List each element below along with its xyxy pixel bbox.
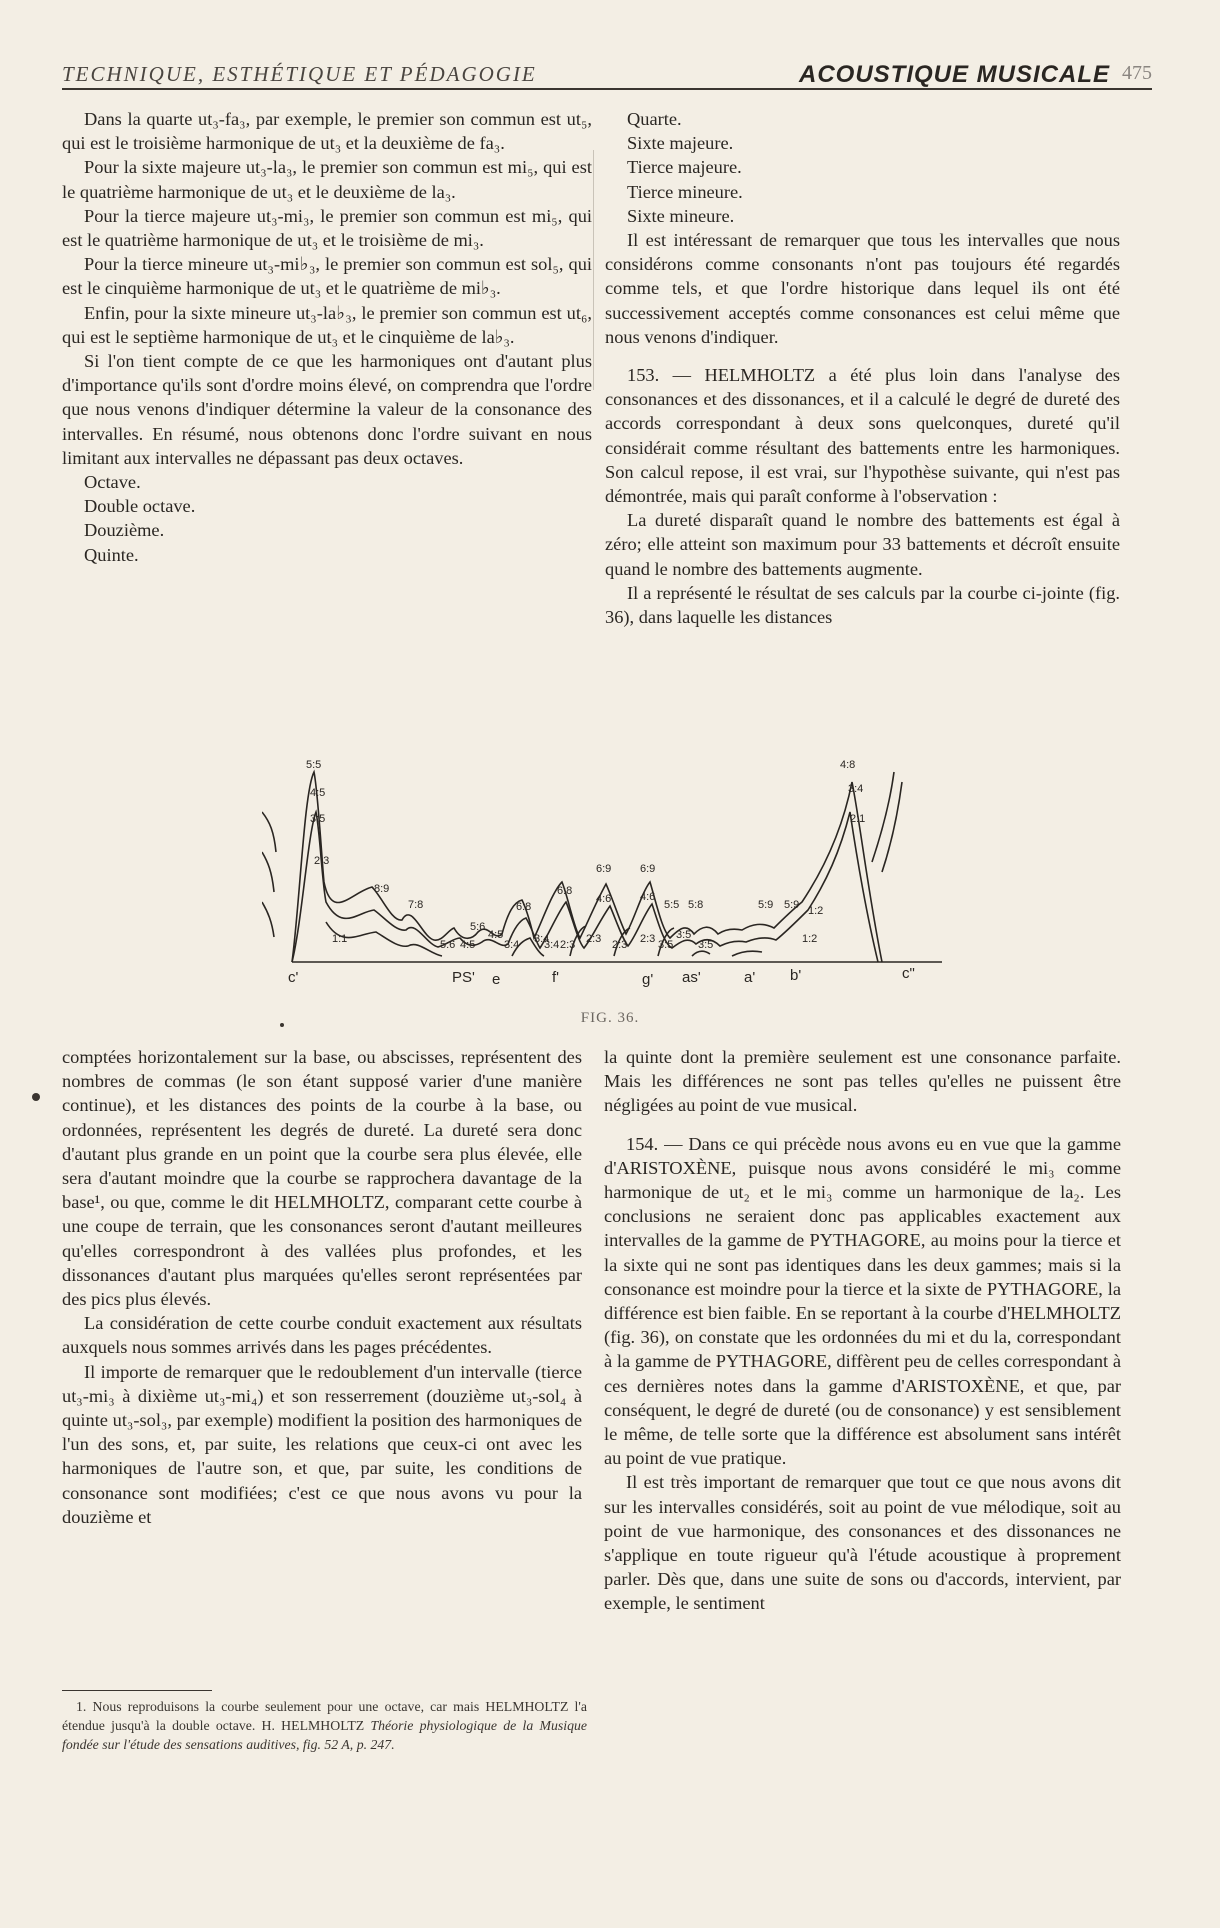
interval-item: Quinte. [84,544,139,565]
column-top-right [605,107,1120,629]
mid-label: 3:4 [544,939,560,951]
right-mark-2 [882,782,902,872]
section-154: 154. — Dans ce qui précède nous avons eu en vue que la gamme d'ARISTOXÈNE, puisque nous avons considéré le mi₃ comme harmonique de ut₂ et le mi₃ comme un harmonique de la₂. Les conclusions ne seraient donc pas applicables exactement aux intervalles de la gamme de PYTHAGORE, au moins pour la tierce et la sixte qui ne sont pas identiques dans les deux gammes; mais si la consonance est moindre pour la tierce et la sixte de PYTHAGORE, la différence est bien faible. En se reportant à la courbe d'HELMHOLTZ (fig. 36), on constate que les ordonnées du mi et du la, correspondant à la gamme de PYTHAGORE, diffèrent peu de celles correspondant à ces dernières notes dans la gamme d'ARISTOXÈNE, et que, par conséquent, le degré de dureté (ou de consonance) y est sensiblement le même, de telle sorte que la différence est absolument sans intérêt au point de vue pratique. [604,1133,1121,1469]
ratio-label: 2:3 [314,855,330,867]
ratio-label: 5:8 [688,899,704,911]
left-mark-2 [262,852,274,892]
base-label: g' [642,971,654,988]
ratio-label: 4:6 [596,893,612,905]
base-label: c" [902,965,915,982]
ratio-label: 1:2 [808,905,824,917]
ratio-label: 5:9 [784,899,800,911]
interval-item: Douzième. [84,520,165,541]
ratio-label: 3:5 [310,813,326,825]
footnote-text [62,1697,587,1754]
ratio-label: 4:5 [488,929,504,941]
right-mark-1 [872,772,894,862]
base-label: PS' [452,969,475,986]
mid-label: 1:1 [332,933,348,945]
ratio-label: 6:9 [640,863,656,875]
mid-label: 4:5 [460,939,476,951]
ratio-label: 6:8 [557,885,573,897]
column-top-left [62,107,592,567]
running-header [62,58,1152,90]
paragraph: comptées horizontalement sur la base, ou abscisses, représentent des nombres de commas (le son étant supposé varier d'une manière continue), et les distances des points de la courbe à la base, ou ordonnées, représentent les degrés de dureté. La dureté sera donc d'autant plus grande en un point que la courbe sera plus élevée, elle sera d'autant moindre que la courbe se rapprochera davantage de la base¹, ou que, comme le dit HELMHOLTZ, comparant cette courbe à une coupe de terrain, que les consonances seront d'autant meilleures qu'elles correspondront à des vallées plus profondes, et les dissonances d'autant plus marquées qu'elles seront représentées par des pics plus élevés. [62,1047,582,1310]
base-label: f' [552,969,560,986]
column-divider [593,150,594,390]
interval-item: Quarte. [627,109,682,129]
interval-item: Sixte majeure. [627,133,734,154]
ratio-label: 5:6 [470,921,486,933]
paragraph: Il est intéressant de remarquer que tous les intervalles que nous considérons comme consonants n'ont pas toujours été regardés comme tels, et que l'ordre historique dans lequel ils ont été successivement acceptés comme consonances est celui même que nous venons d'indiquer. [605,230,1120,347]
print-speck [32,1093,40,1101]
figure-36-curve [262,752,962,1022]
column-bottom-right [604,1045,1121,1616]
ratio-label: 3:4 [534,933,550,945]
base-label: e [492,971,501,988]
paragraph: Dans la quarte ut₃-fa₃, par exemple, le premier son commun est ut₅, qui est le troisième harmonique de ut₃ et la deuxième de fa₃. [62,109,592,154]
header-right-title: ACOUSTIQUE MUSICALE [798,61,1110,88]
ratio-label: 5:5 [306,759,322,771]
interval-item: Sixte mineure. [627,205,735,226]
ratio-label: 5:5 [664,899,680,911]
paragraph: Pour la tierce mineure ut₃-mi♭₃, le premier son commun est sol₅, qui est le cinquième harmonique de ut₃ et le quatrième de mi♭₃. [62,254,592,299]
paragraph: Enfin, pour la sixte mineure ut₃-la♭₃, le premier son commun est ut₆, qui est le septième harmonique de ut₃ et le cinquième de la♭₃. [62,302,592,347]
base-label: as' [682,969,701,986]
section-153: 153. — HELMHOLTZ a été plus loin dans l'analyse des consonances et des dissonances, et il a calculé le degré de dureté des accords correspondant à deux sons quelconques, dureté qu'il considérait comme résultant des battements entre les harmoniques. Son calcul repose, il est vrai, sur l'hypothèse suivante, qui n'est pas démontrée, mais qui paraît conforme à l'observation : [605,365,1120,507]
page-number: 475 [1122,62,1152,84]
left-mark-3 [262,902,274,937]
ratio-label: 3:4 [848,783,864,795]
ratio-labels [306,759,865,945]
footnote-reference: Théorie physiologique de la Musique fondée sur l'étude des sensations auditives, fig. 52 A, p. 247. [62,1718,588,1752]
ratio-label: 2:3 [640,933,656,945]
ratio-label: 3:5 [676,929,692,941]
mid-label: 2:3 [612,939,628,951]
ratio-label: 4:5 [310,787,326,799]
mid-label: 3:5 [698,939,714,951]
footnote [62,1690,587,1754]
ratio-label: 2:1 [850,813,866,825]
mid-label: 3:4 [504,939,520,951]
left-mark-1 [262,812,276,852]
footnote-body: 1. Nous reproduisons la courbe seulement pour une octave, car mais HELMHOLTZ l'a étendue jusqu'à la double octave. H. HELMHOLTZ [62,1699,587,1733]
figure-caption: FIG. 36. [580,1010,640,1026]
header-left-title: TECHNIQUE, ESTHÉTIQUE ET PÉDAGOGIE [62,62,537,86]
ratio-label: 4:8 [840,759,856,771]
paragraph: Pour la sixte majeure ut₃-la₃, le premier son commun est mi₅, qui est le quatrième harmonique de ut₃ et le deuxième de la₃. [62,157,592,202]
paragraph: Il est très important de remarquer que tout ce que nous avons dit sur les intervalles considérés, soit au point de vue mélodique, soit au point de vue harmonique, des consonances et des dissonances ne s'applique en toute rigueur qu'à l'étude acoustique à proprement parler. Dès que, dans une suite de sons ou d'accords, intervient, par exemple, le sentiment [604,1472,1121,1614]
ratio-label: 5:9 [758,899,774,911]
paragraph: Si l'on tient compte de ce que les harmoniques ont d'autant plus d'importance qu'ils sont d'ordre moins élevé, on comprendra que l'ordre que nous venons d'indiquer détermine la valeur de la consonance des intervalles. En résumé, nous obtenons donc l'ordre suivant en nous limitant aux intervalles ne dépassant pas deux octaves. [62,351,592,468]
interval-item: Octave. [84,472,141,493]
ratio-label: 7:8 [408,899,424,911]
paragraph: La considération de cette courbe conduit exactement aux résultats auxquels nous sommes arrivés dans les pages précédentes. [62,1313,582,1358]
base-label: c' [288,969,299,986]
footnote-rule [62,1690,212,1691]
interval-item: Double octave. [84,496,196,517]
ratio-label: 6:8 [516,901,532,913]
paragraph: Pour la tierce majeure ut₃-mi₃, le premier son commun est mi₅, qui est le quatrième harmonique de ut₃ et le troisième de mi₃. [62,205,592,251]
mid-label: 1:2 [802,933,818,945]
paragraph: Il importe de remarquer que le redoublement d'un intervalle (tierce ut₃-mi₃ à dixième ut₃-mi₄) et son resserrement (douzième ut₃-sol₄ à quinte ut₃-sol₃, par exemple) modifient la position des harmoniques de l'un des sons, et, par suite, les relations que ceux-ci ont avec les harmoniques de l'autre son, et que, par suite, les conditions de consonance sont modifiées; c'est ce que nous avons vu pour la douzième et [62,1361,582,1527]
ratio-label: 8:9 [374,883,390,895]
ratio-label: 6:9 [596,863,612,875]
paragraph: La dureté disparaît quand le nombre des battements est égal à zéro; elle atteint son maximum pour 33 battements et décroît ensuite quand le nombre des battements augmente. [605,510,1120,579]
base-note-labels [288,965,915,988]
interval-item: Tierce majeure. [627,157,742,178]
base-label: a' [744,969,756,986]
base-label: b' [790,967,802,984]
paragraph: la quinte dont la première seulement est une consonance parfaite. Mais les différences ne sont pas telles qu'elles ne puissent être négligées au point de vue musical. [604,1047,1121,1116]
interval-item: Tierce mineure. [627,181,743,202]
paragraph: Il a représenté le résultat de ses calculs par la courbe ci-jointe (fig. 36), dans laquelle les distances [605,582,1120,628]
ratio-label: 2:3 [586,933,602,945]
mid-label: 5:6 [440,939,456,951]
mid-label: 3:5 [658,939,674,951]
mid-label: 2:3 [560,939,576,951]
column-bottom-left [62,1045,582,1529]
ratio-label: 4:6 [640,891,656,903]
dissonance-curve-svg [262,752,962,1022]
